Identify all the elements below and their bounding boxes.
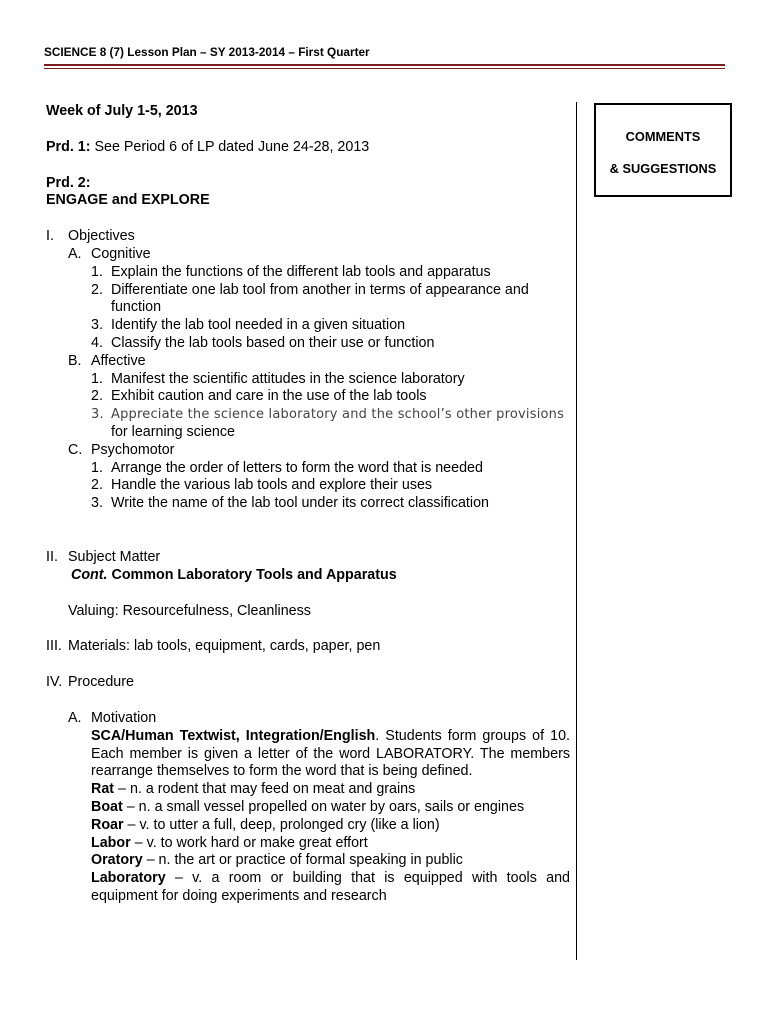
definition-text: – n. the art or practice of formal speaking in public xyxy=(142,852,463,869)
period-2-label: Prd. 2: xyxy=(46,174,91,191)
list-item-text: Handle the various lab tools and explore their uses xyxy=(111,477,433,494)
objectives-numeral: I. xyxy=(46,228,54,245)
list-item-text: Manifest the scientific attitudes in the science laboratory xyxy=(111,370,465,387)
psychomotor-heading xyxy=(68,442,570,460)
list-item-continuation xyxy=(91,424,570,442)
definition-item xyxy=(91,852,570,870)
subject-matter-title: Subject Matter xyxy=(68,548,161,565)
list-item: 2. Differentiate one lab tool from another in terms of appearance and function xyxy=(91,282,570,318)
definition-word: Rat xyxy=(91,781,115,798)
definition-item xyxy=(91,870,570,906)
affective-title: Affective xyxy=(91,352,146,369)
list-item: 3. Write the name of the lab tool under its correct classification xyxy=(91,495,570,513)
list-item: 1. Manifest the scientific attitudes in the science laboratory xyxy=(91,371,570,389)
list-item-text: Identify the lab tool needed in a given situation xyxy=(111,317,406,334)
motivation-paragraph xyxy=(91,728,570,781)
affective-heading xyxy=(68,353,570,371)
psychomotor-title: Psychomotor xyxy=(91,441,175,458)
definition-item xyxy=(91,799,570,817)
list-item: 2. Exhibit caution and care in the use of the lab tools xyxy=(91,388,570,406)
header-rule-thick xyxy=(44,64,725,66)
list-item-text: for learning science xyxy=(111,423,235,440)
list-item: 1. Arrange the order of letters to form the word that is needed xyxy=(91,460,570,478)
procedure-title: Procedure xyxy=(68,674,134,691)
list-item: 4. Classify the lab tools based on their use or function xyxy=(91,335,570,353)
subject-topic xyxy=(71,567,570,585)
period-1-label: Prd. 1: xyxy=(46,138,91,155)
subject-matter-heading xyxy=(46,549,570,567)
definition-text: – v. a room or building that is equipped with tools and equipment for doing experiments and research xyxy=(91,870,570,904)
list-item-text: Differentiate one lab tool from another in terms of appearance and function xyxy=(111,281,529,316)
definition-text: – n. a rodent that may feed on meat and grains xyxy=(114,781,416,798)
definition-word: Roar xyxy=(91,816,124,833)
list-item: 2. Handle the various lab tools and explore their uses xyxy=(91,477,570,495)
procedure-heading xyxy=(46,674,570,692)
cognitive-title: Cognitive xyxy=(91,245,151,262)
sca-label: SCA/Human Textwist, Integration/English xyxy=(91,727,376,744)
list-item-text: Write the name of the lab tool under its correct classification xyxy=(111,495,489,512)
list-item-text: Appreciate the science laboratory and the school’s other provisions xyxy=(111,407,565,423)
valuing: Valuing: Resourcefulness, Cleanliness xyxy=(68,602,311,619)
list-item-text: Classify the lab tools based on their use or function xyxy=(111,334,435,351)
definition-text: – v. to utter a full, deep, prolonged cry (like a lion) xyxy=(123,816,440,833)
definition-word: Oratory xyxy=(91,852,143,869)
motivation-marker: A. xyxy=(68,709,82,726)
motivation-title: Motivation xyxy=(91,709,157,726)
list-item: 3. Identify the lab tool needed in a given situation xyxy=(91,317,570,335)
suggestions-label: & SUGGESTIONS xyxy=(609,161,717,176)
sca-text: . Students form groups of 10. Each member is given a letter of the word LABORATORY. The members rearrange themselves to form the word that is being defined. xyxy=(91,727,570,780)
column-divider xyxy=(576,102,577,960)
definition-item xyxy=(91,781,570,799)
cont-label: Cont. xyxy=(71,566,108,583)
period-1-text: See Period 6 of LP dated June 24-28, 2013 xyxy=(90,138,370,155)
psychomotor-marker: C. xyxy=(68,441,83,458)
cognitive-marker: A. xyxy=(68,245,82,262)
subject-topic-text: Common Laboratory Tools and Apparatus xyxy=(107,566,397,583)
materials xyxy=(46,638,570,656)
subject-matter-numeral: II. xyxy=(46,548,58,565)
cognitive-heading xyxy=(68,246,570,264)
definition-word: Labor xyxy=(91,834,131,851)
list-item: 3. Appreciate the science laboratory and the school’s other provisions xyxy=(91,406,570,424)
definition-item xyxy=(91,835,570,853)
definition-text: – v. to work hard or make great effort xyxy=(130,834,368,851)
procedure-numeral: IV. xyxy=(46,674,63,691)
list-item: 1. Explain the functions of the different lab tools and apparatus xyxy=(91,264,570,282)
objectives-heading xyxy=(46,228,570,246)
period-2-subtitle: ENGAGE and EXPLORE xyxy=(46,192,210,209)
definition-item xyxy=(91,817,570,835)
header-rule-thin xyxy=(44,68,725,69)
list-item-text: Arrange the order of letters to form the word that is needed xyxy=(111,459,483,476)
week-heading: Week of July 1-5, 2013 xyxy=(46,103,198,119)
list-item-text: Exhibit caution and care in the use of the lab tools xyxy=(111,388,427,405)
lesson-plan-body xyxy=(46,103,570,906)
comments-label: COMMENTS xyxy=(625,129,701,144)
materials-text: Materials: lab tools, equipment, cards, paper, pen xyxy=(68,638,381,655)
definition-word: Boat xyxy=(91,798,123,815)
document-header: SCIENCE 8 (7) Lesson Plan – SY 2013-2014 – First Quarter xyxy=(44,45,370,59)
affective-marker: B. xyxy=(68,352,82,369)
definition-word: Laboratory xyxy=(91,870,166,887)
materials-numeral: III. xyxy=(46,638,62,655)
comments-box xyxy=(594,103,732,197)
definition-text: – n. a small vessel propelled on water by oars, sails or engines xyxy=(122,798,525,815)
list-item-text: Explain the functions of the different lab tools and apparatus xyxy=(111,263,491,280)
period-1 xyxy=(46,139,570,157)
motivation-heading xyxy=(68,710,570,728)
objectives-title: Objectives xyxy=(68,228,135,245)
